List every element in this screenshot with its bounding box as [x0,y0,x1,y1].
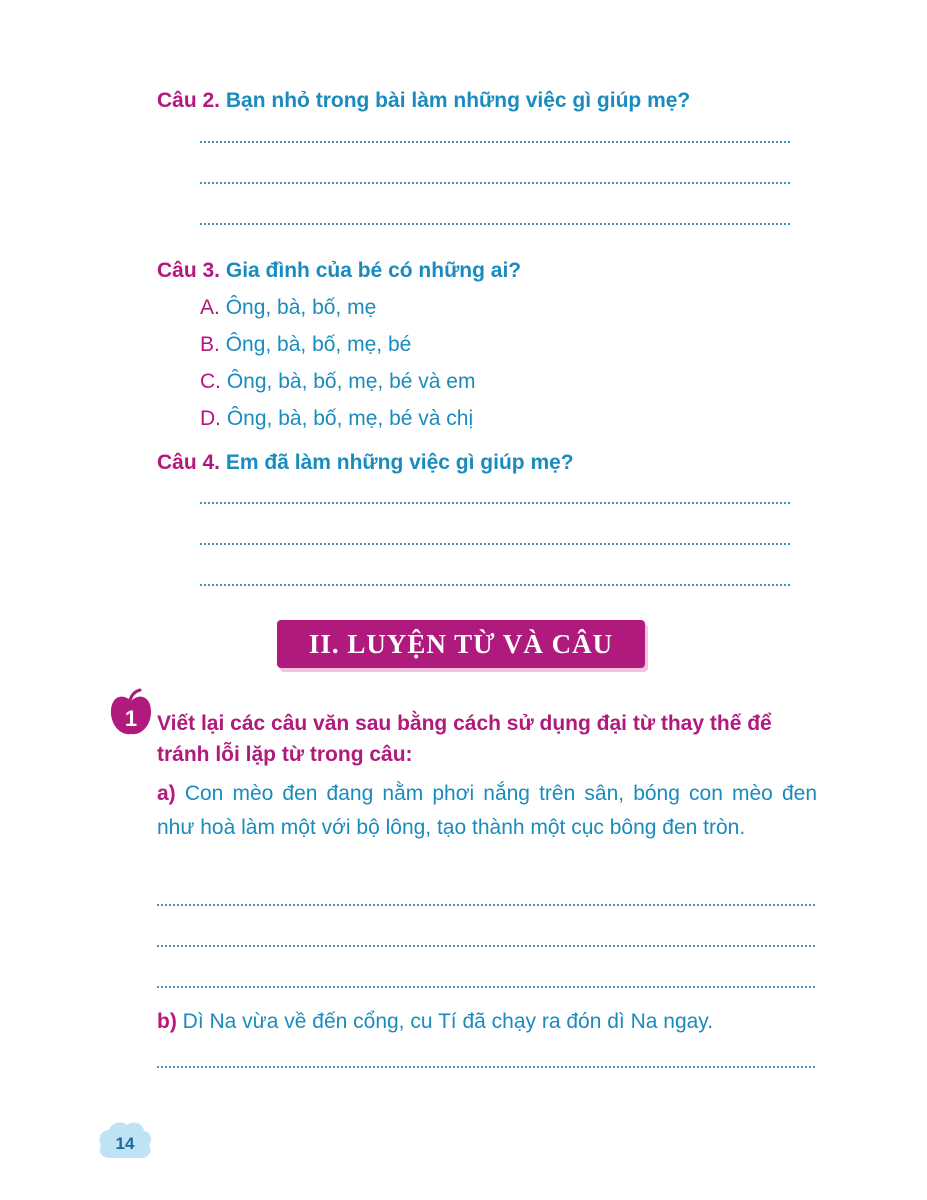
question-3-text: Gia đình của bé có những ai? [225,259,522,282]
question-4-text: Em đã làm những việc gì giúp mẹ? [225,451,574,474]
option-d[interactable] [200,407,473,431]
item-label: a) [157,782,176,805]
option-c[interactable] [200,370,475,394]
answer-line[interactable] [157,945,815,947]
section-heading: II. LUYỆN TỪ VÀ CÂU [277,620,645,668]
page-number: 14 [115,1134,135,1153]
option-text: Ông, bà, bố, mẹ, bé [225,333,412,356]
apple-number-icon [108,688,154,738]
question-4-title [157,451,574,475]
exercise-1b [157,1005,817,1039]
exercise-1a [157,777,817,845]
exercise-1-instruction: Viết lại các câu văn sau bằng cách sử dụng đại từ thay thế để tránh lỗi lặp từ trong câu: [157,712,772,766]
question-2-title [157,89,690,113]
option-text: Ông, bà, bố, mẹ [225,296,377,319]
option-letter: A. [200,296,220,319]
answer-line[interactable] [157,1066,815,1068]
answer-line[interactable] [200,141,790,143]
item-text: Dì Na vừa về đến cổng, cu Tí đã chạy ra đón dì Na ngay. [182,1010,714,1033]
option-a[interactable] [200,296,376,320]
question-2-number: Câu 2. [157,89,221,112]
option-letter: C. [200,370,221,393]
question-3-title [157,259,521,283]
question-2-text: Bạn nhỏ trong bài làm những việc gì giúp mẹ? [225,89,691,112]
item-label: b) [157,1010,177,1033]
answer-line[interactable] [157,904,815,906]
answer-line[interactable] [200,543,790,545]
option-letter: D. [200,407,221,430]
question-3-number: Câu 3. [157,259,221,282]
answer-line[interactable] [200,182,790,184]
item-text: Con mèo đen đang nằm phơi nắng trên sân, bóng con mèo đen như hoà làm một với bộ lông, tạo thành một cục bông đen tròn. [157,782,817,839]
option-text: Ông, bà, bố, mẹ, bé và em [226,370,476,393]
answer-line[interactable] [157,986,815,988]
option-letter: B. [200,333,220,356]
answer-line[interactable] [200,223,790,225]
exercise-number: 1 [124,706,138,731]
answer-line[interactable] [200,584,790,586]
option-b[interactable] [200,333,411,357]
answer-line[interactable] [200,502,790,504]
page-number-badge [97,1118,153,1162]
question-4-number: Câu 4. [157,451,221,474]
option-text: Ông, bà, bố, mẹ, bé và chị [226,407,474,430]
